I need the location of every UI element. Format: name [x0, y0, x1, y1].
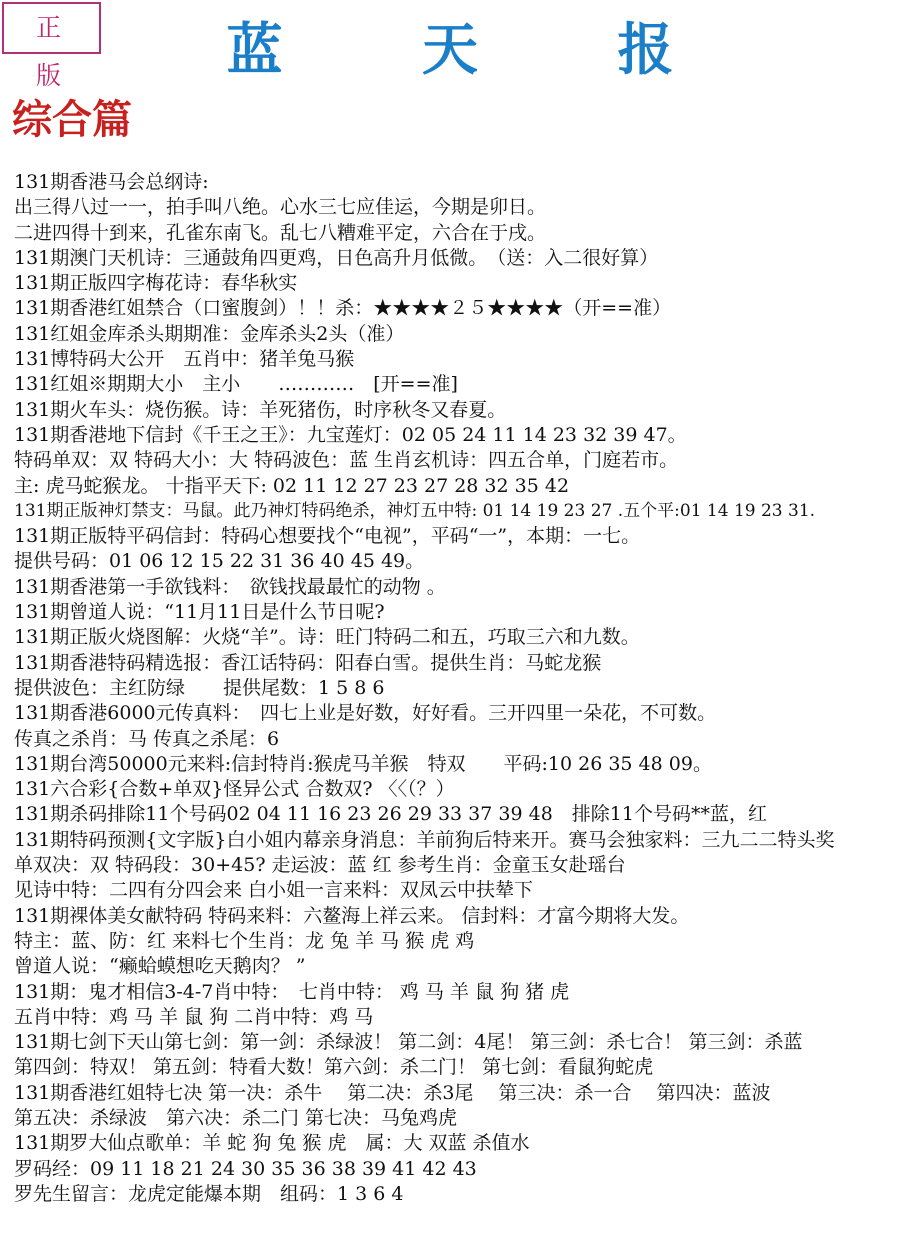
text-line: 131期香港红姐特七决 第一决：杀牛 第二决：杀3尾 第三决：杀一合 第四决：蓝波	[14, 1081, 771, 1104]
text-line: 131红姐※期期大小 主小 ………… [开==准]	[14, 373, 458, 396]
text-line: 见诗中特：二四有分四会来 白小姐一言来料：双凤云中扶辇下	[14, 879, 534, 902]
text-line: 131期香港第一手欲钱料： 欲钱找最最忙的动物 。	[14, 575, 446, 598]
text-line: 131期香港6000元传真料： 四七上业是好数，好好看。三开四里一朵花，不可数。	[14, 702, 717, 725]
text-line: 曾道人说：“癞蛤蟆想吃天鹅肉？ ”	[14, 955, 306, 978]
text-line: 传真之杀肖：马 传真之杀尾：6	[14, 727, 280, 750]
text-line: 131期香港红姐禁合（口蜜腹剑）！！杀：★★★★２５★★★★（开==准）	[14, 297, 672, 320]
text-line: 罗先生留言：龙虎定能爆本期 组码：1 3 6 4	[14, 1182, 404, 1205]
text-line: 131期：鬼才相信3-4-7肖中特： 七肖中特： 鸡 马 羊 鼠 狗 猪 虎	[14, 980, 570, 1003]
text-line: 131期正版特平码信封：特码心想要找个“电视”，平码“一”，本期：一七。	[14, 525, 641, 548]
text-line: 出三得八过一一，拍手叫八绝。心水三七应佳运，今期是卯日。	[14, 196, 547, 219]
text-line: 131期香港马会总纲诗:	[14, 171, 209, 193]
content-lines	[14, 170, 898, 1207]
text-line: 131期罗大仙点歌单：羊 蛇 狗 兔 猴 虎 属：大 双蓝 杀值水	[14, 1132, 530, 1155]
text-line: 131期火车头：烧伤猴。诗：羊死猪伤，时序秋冬又春夏。	[14, 398, 507, 421]
text-line: 特码单双：双 特码大小：大 特码波色：蓝 生肖玄机诗：四五合单，门庭若市。	[14, 449, 679, 472]
text-line: 二进四得十到来，孔雀东南飞。乱七八糟难平定，六合在于戌。	[14, 221, 547, 244]
text-line: 特主：蓝、防：红 来料七个生肖：龙 兔 羊 马 猴 虎 鸡	[14, 929, 475, 952]
text-line: 131期正版四字梅花诗：春华秋实	[14, 272, 298, 295]
text-line: 第五决：杀绿波 第六决：杀二门 第七决：马兔鸡虎	[14, 1106, 458, 1129]
text-line: 提供号码：01 06 12 15 22 31 36 40 45 49。	[14, 550, 425, 573]
authentic-badge: 正 版	[2, 2, 101, 54]
text-line: 131期香港地下信封《千王之王》：九宝莲灯：02 05 24 11 14 23 32 39 47。	[14, 423, 687, 446]
text-line: 131期正版火烧图解：火烧“羊”。诗：旺门特码二和五，巧取三六和九数。	[14, 626, 640, 649]
text-line: 五肖中特：鸡 马 羊 鼠 狗 二肖中特：鸡 马	[14, 1005, 374, 1028]
text-line: 131期曾道人说：“11月11日是什么节日呢?	[14, 601, 385, 624]
text-line: 第四剑：特双！ 第五剑：特看大数！第六剑：杀二门！ 第七剑：看鼠狗蛇虎	[14, 1056, 654, 1079]
text-line: 131期台湾50000元来料:信封特肖:猴虎马羊猴 特双 平码:10 26 35 48 09。	[14, 752, 712, 775]
text-line: 主: 虎马蛇猴龙。 十指平天下: 02 11 12 27 23 27 28 32 35 42	[14, 474, 570, 497]
section-heading: 综合篇	[12, 96, 132, 143]
text-line: 131期特码预测{文字版}白小姐内幕亲身消息：羊前狗后特来开。赛马会独家料：三九二二特头奖	[14, 828, 835, 851]
text-line: 131期七剑下天山第七剑：第一剑：杀绿波！ 第二剑：4尾！ 第三剑：杀七合！ 第三剑：杀蓝	[14, 1031, 803, 1054]
text-line: 提供波色：主红防绿 提供尾数：1 5 8 6	[14, 676, 385, 699]
text-line: 131期澳门天机诗：三通鼓角四更鸡，日色高升月低微。 （送：入二很好算）	[14, 246, 659, 269]
text-line: 单双决：双 特码段：30+45? 走运波：蓝 红 参考生肖：金童玉女赴瑶台	[14, 854, 626, 877]
text-line: 131六合彩{合数+单双}怪异公式 合数双? 〈〈（？）	[14, 778, 455, 801]
text-line: 131期杀码排除11个号码02 04 11 16 23 26 29 33 37 39 48 排除11个号码**蓝，红	[14, 803, 767, 826]
text-line: 131红姐金库杀头期期准：金库杀头2头（准）	[14, 322, 405, 345]
text-line: 131期正版神灯禁支：马鼠。此乃神灯特码绝杀，神灯五中特: 01 14 19 23 27 .五个平:01 14 19 23 31.	[14, 500, 816, 521]
text-line: 131期裸体美女献特码 特码来料：六鳌海上祥云来。 信封料：才富今期将大发。	[14, 904, 690, 927]
text-line: 罗码经：09 11 18 21 24 30 35 36 38 39 41 42 43	[14, 1157, 477, 1180]
text-line: 131博特码大公开 五肖中：猪羊兔马猴	[14, 348, 355, 371]
newspaper-title: 蓝 天 报	[226, 17, 734, 83]
text-line: 131期香港特码精选报：香江话特码：阳春白雪。提供生肖：马蛇龙猴	[14, 651, 602, 674]
